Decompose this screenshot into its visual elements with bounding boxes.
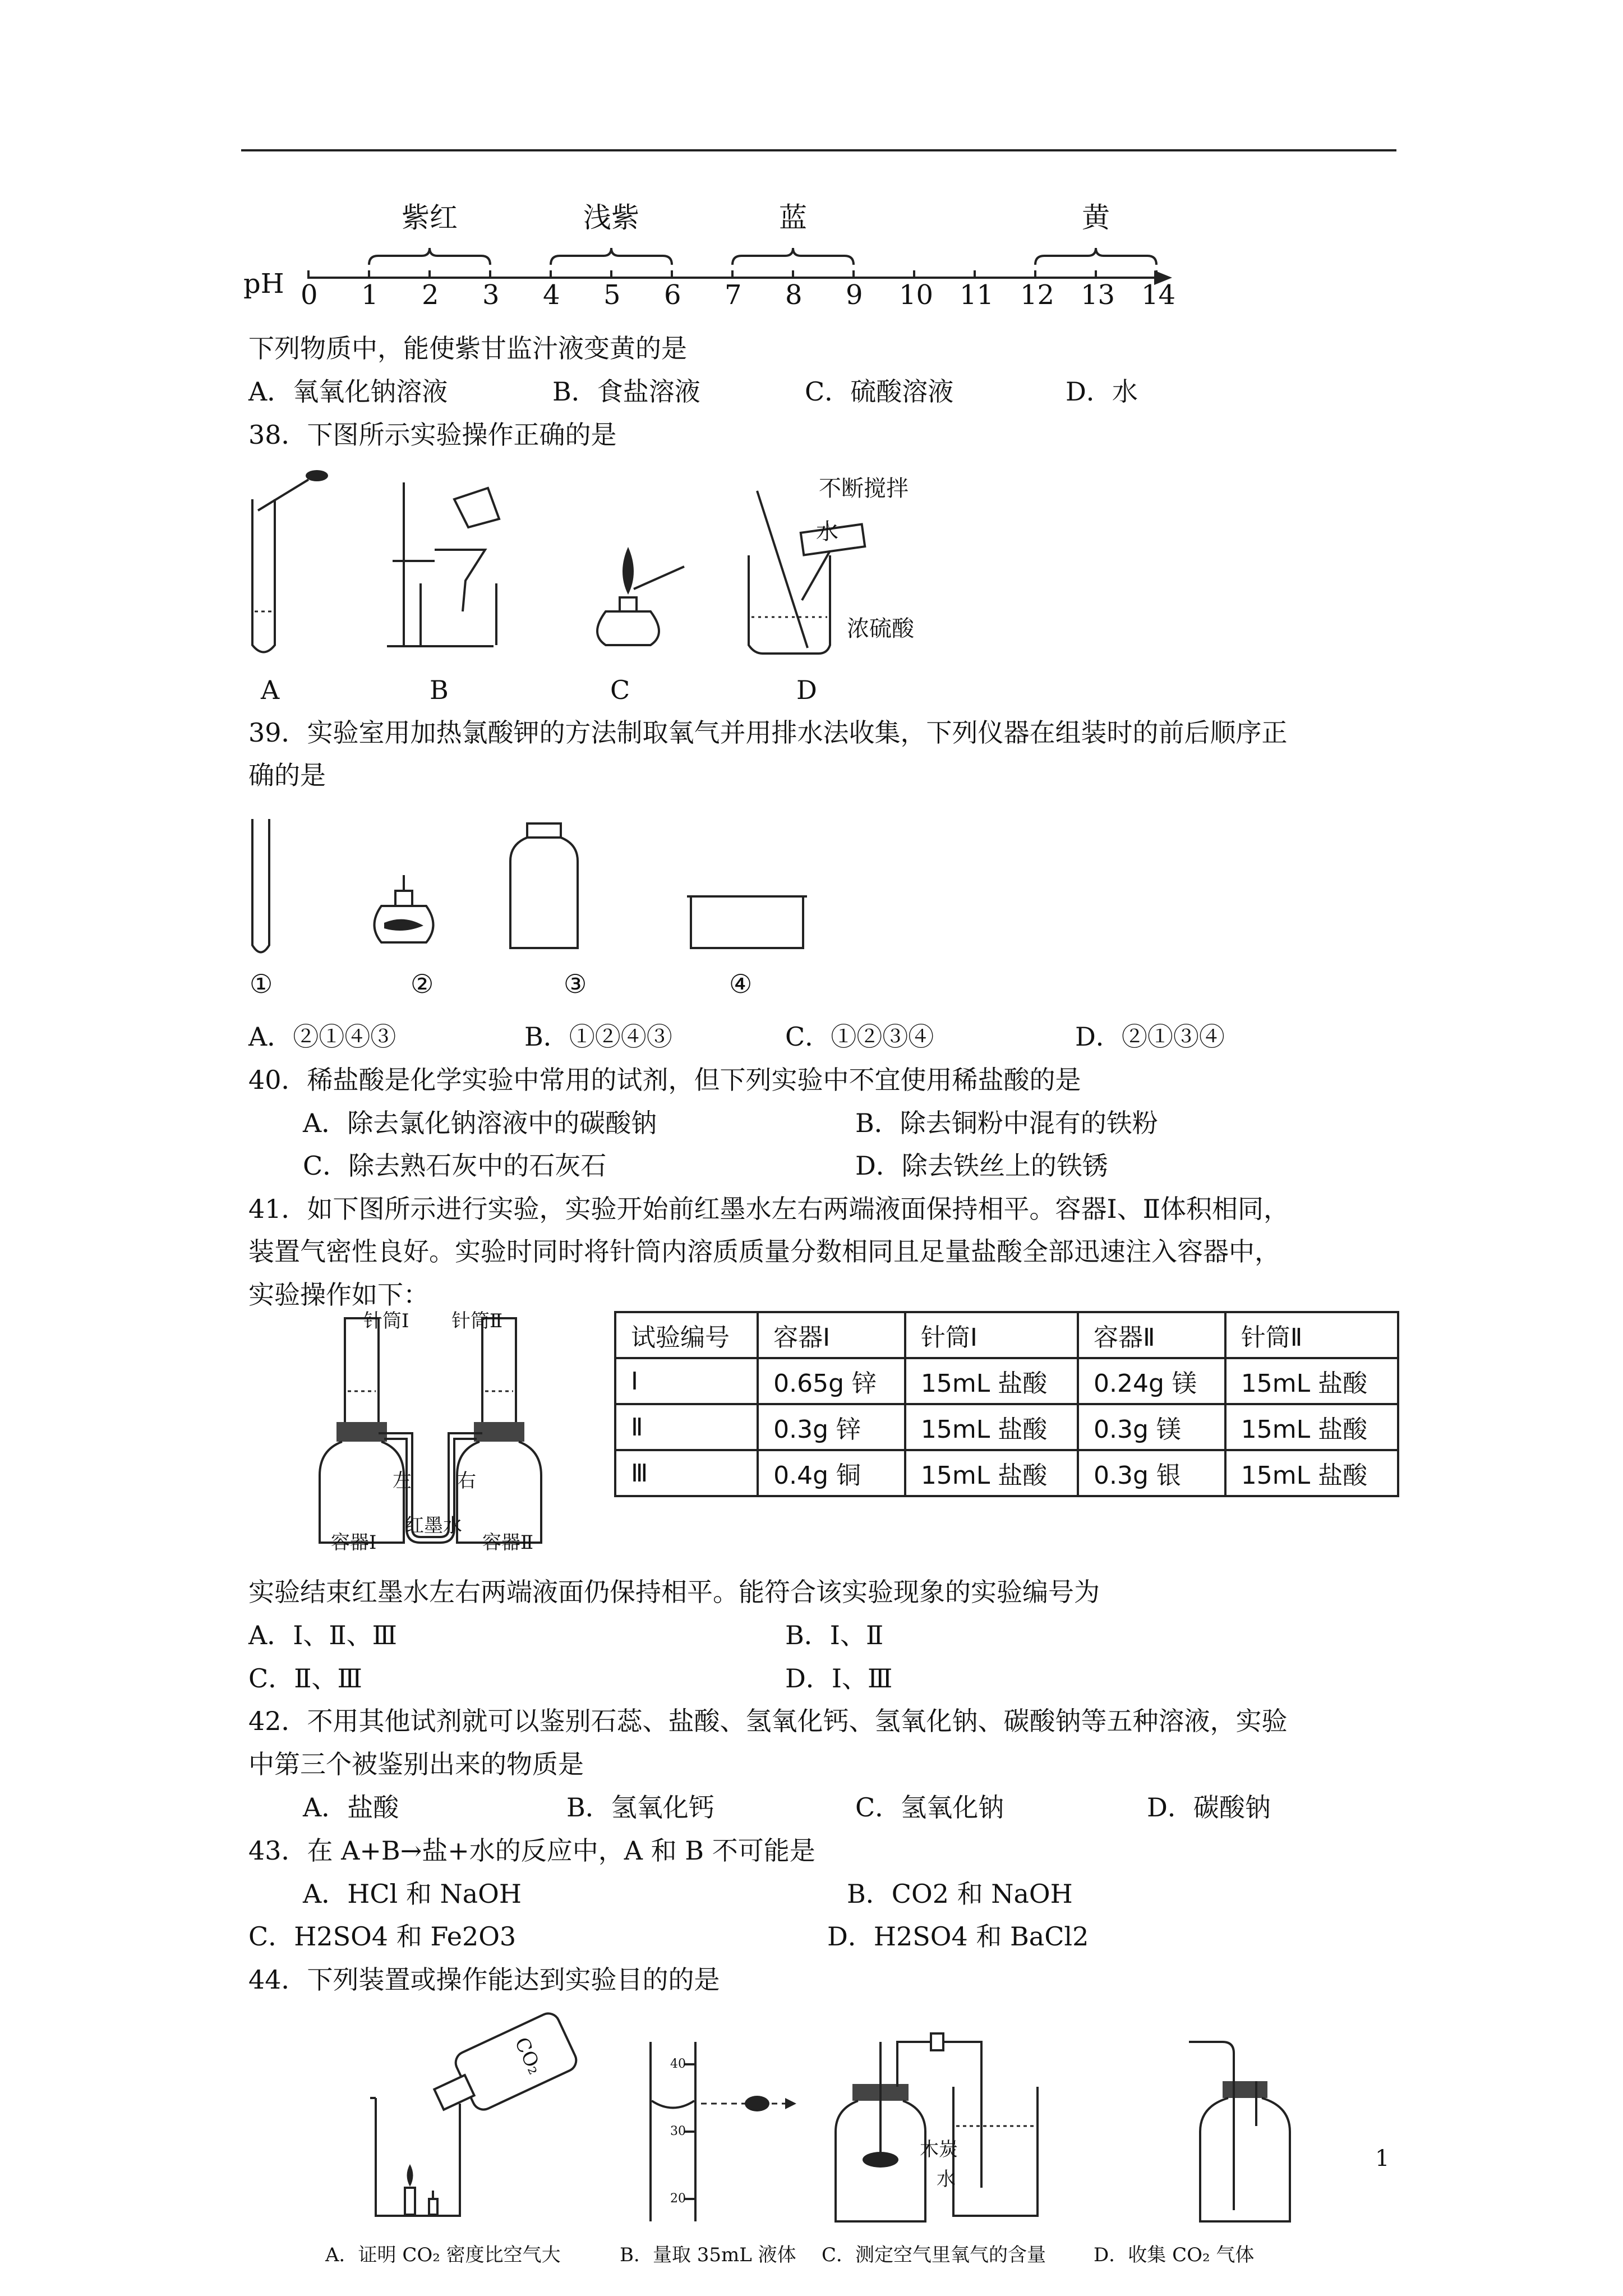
- table-header-cell: 容器Ⅰ: [758, 1312, 905, 1358]
- q38-acid-label: 浓硫酸: [847, 616, 914, 642]
- table-header-cell: 针筒Ⅰ: [905, 1312, 1078, 1358]
- q41-stem-line2: 装置气密性良好。实验时同时将针筒内溶质质量分数相同且足量盐酸全部迅速注入容器中，: [248, 1236, 1280, 1267]
- table-cell: 15mL 盐酸: [1225, 1404, 1398, 1450]
- q44-figure: [359, 2019, 1380, 2227]
- q44-tick-40: 40: [670, 2057, 686, 2071]
- ph-tick-label: 7: [725, 279, 742, 311]
- q40-option-c: C．除去熟石灰中的石灰石: [303, 1151, 607, 1181]
- q44-caption-a: A．证明 CO₂ 密度比空气大: [325, 2244, 561, 2266]
- q40-option-a: A．除去氯化钠溶液中的碳酸钠: [303, 1108, 657, 1138]
- q42-stem-line2: 中第三个被鉴别出来的物质是: [248, 1749, 584, 1779]
- ph-tick-label: 9: [846, 279, 863, 311]
- q44-water-label: 水: [937, 2168, 956, 2191]
- ph-range-brace: [1035, 248, 1156, 265]
- q39-option-b: B．①②④③: [524, 1022, 672, 1052]
- table-cell: 0.3g 银: [1078, 1450, 1225, 1496]
- q41-experiment-table: [614, 1311, 1399, 1497]
- table-cell: 15mL 盐酸: [905, 1358, 1078, 1404]
- table-cell: 15mL 盐酸: [1225, 1358, 1398, 1404]
- ph-tick-label: 5: [603, 279, 621, 311]
- q41-after-text: 实验结束红墨水左右两端液面仍保持相平。能符合该实验现象的实验编号为: [248, 1577, 1100, 1607]
- table-row: [615, 1404, 1398, 1450]
- q43-option-c: C．H2SO4 和 Fe2O3: [248, 1921, 517, 1952]
- table-cell: 15mL 盐酸: [905, 1404, 1078, 1450]
- ph-range-brace: [732, 248, 854, 265]
- q41-ink-label: 红墨水: [405, 1515, 462, 1537]
- table-row: [615, 1450, 1398, 1496]
- ph-tick-label: 8: [785, 279, 803, 311]
- table-cell: 0.3g 镁: [1078, 1404, 1225, 1450]
- q43-stem: 43．在 A+B→盐+水的反应中，A 和 B 不可能是: [248, 1835, 815, 1866]
- q43-option-b: B．CO2 和 NaOH: [847, 1879, 1073, 1909]
- q44-tick-20: 20: [670, 2192, 686, 2206]
- header-rule: [241, 149, 1396, 151]
- ph-tick-label: 1: [361, 279, 379, 311]
- q38-label-c: C: [610, 675, 630, 705]
- table-header-cell: 容器Ⅱ: [1078, 1312, 1225, 1358]
- ph-range-label: 紫红: [402, 201, 458, 234]
- q42-stem-line1: 42．不用其他试剂就可以鉴别石蕊、盐酸、氢氧化钙、氢氧化钠、碳酸钠等五种溶液，实验: [248, 1706, 1288, 1736]
- q44-tick-30: 30: [670, 2124, 686, 2138]
- q41-left-label: 左: [393, 1470, 412, 1492]
- q41-syringe1-label: 针筒Ⅰ: [363, 1310, 409, 1332]
- table-header-row: [615, 1312, 1398, 1358]
- q39-label-1: ①: [250, 969, 273, 999]
- ph-tick-label: 13: [1081, 279, 1115, 311]
- q41-syringe2-label: 针筒Ⅱ: [451, 1310, 503, 1332]
- q43-option-d: D．H2SO4 和 BaCl2: [827, 1921, 1089, 1952]
- q38-label-d: D: [796, 675, 817, 705]
- table-cell: 0.24g 镁: [1078, 1358, 1225, 1404]
- q43-option-a: A．HCl 和 NaOH: [303, 1879, 522, 1909]
- q42-option-b: B．氢氧化钙: [566, 1792, 714, 1823]
- q38-label-a: A: [261, 675, 280, 705]
- q41-option-b: B．Ⅰ、Ⅱ: [785, 1620, 884, 1650]
- q41-stem-line3: 实验操作如下：: [248, 1280, 429, 1310]
- q37-option-d: D．水: [1066, 376, 1138, 407]
- table-cell: 15mL 盐酸: [1225, 1450, 1398, 1496]
- table-cell: Ⅲ: [615, 1450, 758, 1496]
- q40-option-b: B．除去铜粉中混有的铁粉: [855, 1108, 1158, 1138]
- q39-figure: [241, 813, 830, 965]
- q39-stem-line2: 确的是: [248, 760, 326, 790]
- q44-stem: 44．下列装置或操作能达到实验目的的是: [248, 1964, 720, 1995]
- q44-charcoal-label: 木炭: [920, 2138, 958, 2161]
- q39-label-3: ③: [564, 969, 587, 999]
- q39-option-c: C．①②③④: [785, 1022, 934, 1052]
- ph-tick-label: 10: [899, 279, 934, 311]
- table-cell: 0.65g 锌: [758, 1358, 905, 1404]
- q39-stem-line1: 39．实验室用加热氯酸钾的方法制取氧气并用排水法收集，下列仪器在组装时的前后顺序正: [248, 717, 1288, 748]
- q41-container2-label: 容器Ⅱ: [482, 1531, 534, 1554]
- ph-range-brace: [369, 248, 490, 265]
- q40-stem: 40．稀盐酸是化学实验中常用的试剂，但下列实验中不宜使用稀盐酸的是: [248, 1065, 1081, 1095]
- table-cell: 0.3g 锌: [758, 1404, 905, 1450]
- q39-option-d: D．②①③④: [1075, 1022, 1225, 1052]
- q42-option-d: D．碳酸钠: [1147, 1792, 1271, 1823]
- ph-tick-label: 14: [1141, 279, 1176, 311]
- ph-tick-label: 0: [301, 279, 318, 311]
- ph-range-label: 蓝: [779, 201, 807, 234]
- q37-option-b: B．食盐溶液: [552, 376, 700, 407]
- ph-tick-label: 4: [543, 279, 560, 311]
- ph-tick-label: 3: [482, 279, 500, 311]
- q37-option-a: A．氧氧化钠溶液: [248, 376, 448, 407]
- q39-option-a: A．②①④③: [248, 1022, 396, 1052]
- q41-stem-line1: 41．如下图所示进行实验，实验开始前红墨水左右两端液面保持相平。容器Ⅰ、Ⅱ体积相同，: [248, 1194, 1289, 1224]
- q39-label-4: ④: [729, 969, 753, 999]
- q41-option-c: C．Ⅱ、Ⅲ: [248, 1663, 362, 1694]
- q41-container1-label: 容器Ⅰ: [331, 1531, 377, 1554]
- ph-tick-label: 6: [664, 279, 681, 311]
- q44-caption-b: B．量取 35mL 液体: [620, 2244, 796, 2266]
- table-cell: 15mL 盐酸: [905, 1450, 1078, 1496]
- table-row: [615, 1358, 1398, 1404]
- q44-caption-c: C．测定空气里氧气的含量: [822, 2244, 1046, 2266]
- q42-option-c: C．氢氧化钠: [855, 1792, 1004, 1823]
- q38-stem: 38．下图所示实验操作正确的是: [248, 420, 617, 450]
- q39-label-2: ②: [411, 969, 434, 999]
- table-header-cell: 针筒Ⅱ: [1225, 1312, 1398, 1358]
- q44-caption-d: D．收集 CO₂ 气体: [1094, 2244, 1255, 2266]
- q44-co2-label: CO₂: [510, 2033, 547, 2078]
- ph-label: pH: [243, 268, 284, 300]
- q37-stem: 下列物质中，能使紫甘监汁液变黄的是: [248, 333, 687, 364]
- ph-tick-label: 12: [1020, 279, 1055, 311]
- table-cell: Ⅰ: [615, 1358, 758, 1404]
- page-number: 1: [1375, 2146, 1390, 2171]
- q38-water-label: 水: [816, 519, 838, 545]
- ph-range-label: 黄: [1082, 201, 1110, 234]
- ph-range-label: 浅紫: [583, 201, 639, 234]
- q37-option-c: C．硫酸溶液: [805, 376, 954, 407]
- q38-label-b: B: [430, 675, 449, 705]
- ph-range-brace: [551, 248, 672, 265]
- q40-option-d: D．除去铁丝上的铁锈: [855, 1151, 1108, 1181]
- table-cell: Ⅱ: [615, 1404, 758, 1450]
- q38-stir-label: 不断搅拌: [819, 476, 909, 501]
- q41-option-d: D．Ⅰ、Ⅲ: [785, 1663, 893, 1694]
- q41-option-a: A．Ⅰ、Ⅱ、Ⅲ: [248, 1620, 398, 1650]
- table-header-cell: 试验编号: [615, 1312, 758, 1358]
- ph-tick-label: 11: [960, 279, 994, 311]
- table-cell: 0.4g 铜: [758, 1450, 905, 1496]
- q42-option-a: A．盐酸: [303, 1792, 399, 1823]
- ph-tick-label: 2: [422, 279, 439, 311]
- q41-right-label: 右: [457, 1470, 476, 1492]
